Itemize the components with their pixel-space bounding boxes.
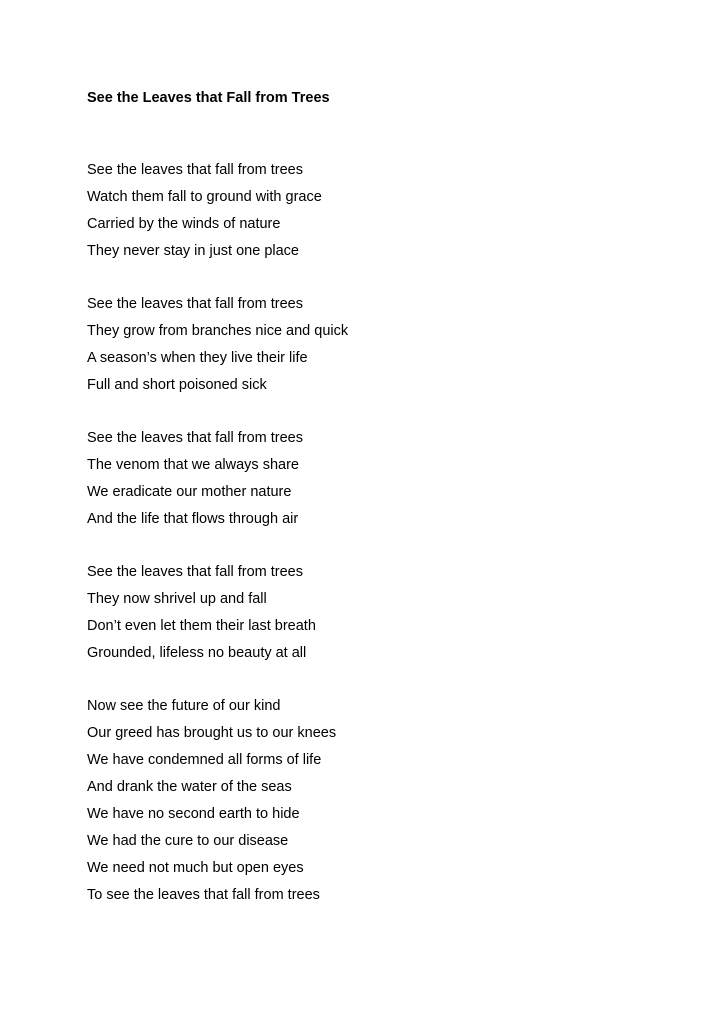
poem-line: See the leaves that fall from trees	[87, 564, 303, 580]
poem-line: Carried by the winds of nature	[87, 216, 281, 232]
stanza-1	[87, 157, 687, 265]
poem-line: Full and short poisoned sick	[87, 377, 267, 393]
poem-line: See the leaves that fall from trees	[87, 296, 303, 312]
poem-body	[87, 157, 687, 909]
poem-line: See the leaves that fall from trees	[87, 162, 303, 178]
poem-line: A season’s when they live their life	[87, 350, 308, 366]
poem-line: They grow from branches nice and quick	[87, 323, 349, 339]
document-content	[87, 89, 687, 909]
poem-line: Don’t even let them their last breath	[87, 618, 316, 634]
poem-line: Now see the future of our kind	[87, 698, 281, 714]
poem-line: To see the leaves that fall from trees	[87, 887, 320, 903]
poem-line: We eradicate our mother nature	[87, 484, 292, 500]
poem-line: Grounded, lifeless no beauty at all	[87, 645, 307, 661]
poem-line: We need not much but open eyes	[87, 860, 304, 876]
stanza-4	[87, 559, 687, 667]
poem-line: And the life that flows through air	[87, 511, 299, 527]
poem-line: We have no second earth to hide	[87, 806, 300, 822]
stanza-3	[87, 425, 687, 533]
poem-line: They now shrivel up and fall	[87, 591, 267, 607]
poem-line: Our greed has brought us to our knees	[87, 725, 337, 741]
poem-line: See the leaves that fall from trees	[87, 430, 303, 446]
poem-line: We had the cure to our disease	[87, 833, 289, 849]
stanza-2	[87, 291, 687, 399]
poem-line: The venom that we always share	[87, 457, 299, 473]
poem-line: We have condemned all forms of life	[87, 752, 322, 768]
poem-line: Watch them fall to ground with grace	[87, 189, 322, 205]
poem-line: And drank the water of the seas	[87, 779, 292, 795]
stanza-5	[87, 693, 687, 909]
poem-title: See the Leaves that Fall from Trees	[87, 90, 330, 106]
poem-line: They never stay in just one place	[87, 243, 299, 259]
